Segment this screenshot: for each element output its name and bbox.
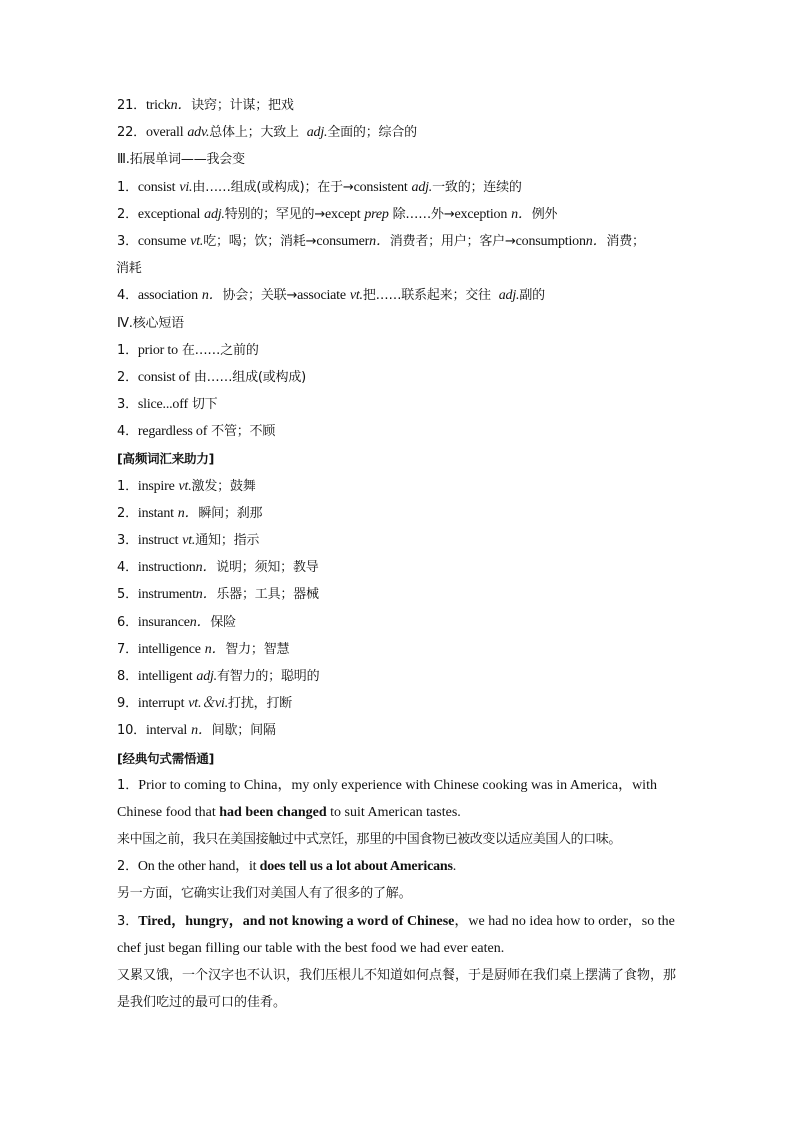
part-of-speech: n．	[191, 723, 212, 739]
part-of-speech: adj.	[306, 125, 328, 141]
section-title-high-frequency: [高频词汇来助力]	[117, 451, 215, 467]
definition: 消费；	[606, 233, 645, 249]
definition: 把……联系起来；交往	[362, 288, 491, 304]
definition: 切下	[191, 397, 218, 413]
extended-item-4	[117, 282, 687, 309]
document-page	[117, 92, 687, 1016]
part-of-speech: adj.	[498, 288, 520, 304]
definition: 智力；智慧	[225, 641, 290, 657]
item-number: 8．	[117, 668, 138, 684]
item-number: 3．	[117, 397, 138, 413]
word: except	[325, 206, 361, 222]
definition: 总体上；大致上	[209, 125, 299, 141]
definition: 由……组成(或构成)；在于	[192, 179, 343, 195]
sentence-highlight: does tell us a lot about Americans	[259, 859, 453, 875]
item-number: 4．	[117, 560, 138, 576]
part-of-speech: n．	[195, 587, 217, 603]
definition: 协会；关联	[222, 288, 287, 304]
extended-item-3	[117, 228, 687, 255]
word: consumption	[515, 233, 586, 249]
sentence-2-en	[117, 853, 687, 880]
sentence-text: to suit American tastes.	[326, 804, 461, 820]
definition: 说明；须知；教导	[216, 560, 319, 576]
word: intelligence	[137, 641, 201, 657]
definition: 瞬间；刹那	[198, 505, 263, 521]
sentence-2-zh: 另一方面，它确实让我们对美国人有了很多的了解。	[117, 886, 412, 902]
definition: 保险	[210, 614, 236, 630]
definition: 乐器；工具；器械	[216, 587, 319, 603]
extended-item-1	[117, 174, 687, 201]
phrase: regardless of	[137, 424, 208, 440]
part-of-speech: n．	[170, 98, 192, 113]
part-of-speech: adj.	[411, 179, 433, 195]
sentence-highlight: had been changed	[219, 804, 327, 820]
definition: 消费者；用户；客户	[389, 233, 505, 249]
item-number: 4．	[117, 424, 138, 440]
word: intelligent	[137, 668, 193, 684]
part-of-speech: n．	[369, 233, 390, 249]
item-number: 1．	[117, 478, 138, 494]
word: interrupt	[137, 696, 185, 712]
vocab-item-22	[117, 119, 687, 146]
word: instrument	[137, 587, 196, 603]
definition: 吃；喝；饮；消耗	[203, 233, 306, 249]
hf-item-2	[117, 500, 687, 527]
word: exception	[454, 206, 508, 222]
phrase-item-2	[117, 364, 687, 391]
phrase: consist of	[137, 369, 190, 385]
sentence-1-en	[117, 772, 687, 826]
definition: 间歇；间隔	[211, 723, 276, 739]
definition: 诀窍；计谋；把戏	[191, 98, 294, 113]
definition: 不管；不顾	[211, 424, 276, 440]
definition: 有智力的；聪明的	[216, 668, 320, 684]
item-number: 1．	[117, 777, 139, 793]
part-of-speech: vt.＆vi.	[188, 696, 229, 712]
item-number: 3．	[117, 533, 138, 548]
word: instant	[137, 505, 174, 521]
part-of-speech: n．	[511, 206, 532, 222]
part-of-speech: vi.	[179, 179, 193, 195]
arrow-icon: →	[305, 233, 317, 249]
phrase-item-1	[117, 337, 687, 364]
phrase-item-3	[117, 391, 687, 418]
vocab-item-21	[117, 92, 687, 119]
definition: 激发；鼓舞	[191, 478, 256, 494]
definition: 例外	[531, 206, 558, 222]
item-number: 2．	[117, 206, 138, 222]
word: trick	[145, 98, 171, 113]
sentence-highlight: Tired，hungry，and not knowing a word of Chinese	[138, 913, 455, 929]
item-number: 3．	[117, 913, 139, 929]
sentence-text: ，we had no idea how to order，so the chef just began filling our table with the best food we had ever eaten.	[117, 913, 675, 956]
item-number: 1．	[117, 179, 138, 195]
item-number: 6．	[117, 614, 138, 630]
section-title-core-phrases: Ⅳ.核心短语	[117, 315, 184, 331]
part-of-speech: adj.	[204, 206, 225, 222]
sentence-text: Prior to coming to China，my only experience with Chinese cooking was in America，with Chinese food that	[117, 777, 657, 820]
word: insurance	[137, 614, 190, 630]
hf-item-8	[117, 663, 687, 690]
part-of-speech: n．	[585, 233, 607, 249]
word: consistent	[353, 179, 408, 195]
word: overall	[145, 125, 184, 141]
definition: 除……外	[392, 206, 444, 222]
word: consist	[137, 179, 176, 195]
hf-item-4	[117, 554, 687, 581]
word: consumer	[316, 233, 370, 249]
extended-item-2	[117, 201, 687, 228]
phrase: slice...off	[137, 397, 188, 413]
word: instruct	[137, 533, 179, 548]
part-of-speech: vt.	[182, 533, 196, 548]
item-number: 10．	[117, 723, 146, 739]
part-of-speech: vt.	[178, 478, 192, 494]
part-of-speech: prep	[364, 206, 389, 222]
item-number: 5．	[117, 587, 138, 603]
section-title-extended-words: Ⅲ.拓展单词——我会变	[117, 152, 245, 168]
extended-item-3-continued: 消耗	[116, 261, 142, 277]
item-number: 22．	[117, 125, 146, 141]
part-of-speech: vt.	[349, 288, 363, 304]
hf-item-6	[117, 609, 687, 636]
part-of-speech: vt.	[190, 233, 204, 249]
hf-item-7	[117, 636, 687, 663]
word: inspire	[137, 478, 175, 494]
word: association	[137, 288, 198, 304]
part-of-speech: n．	[204, 641, 226, 657]
hf-item-9	[117, 690, 687, 717]
item-number: 3．	[117, 233, 138, 249]
part-of-speech: n．	[201, 288, 223, 304]
definition: 副的	[519, 288, 545, 304]
hf-item-3	[117, 527, 687, 554]
sentence-3-en	[117, 908, 687, 962]
section-title-classic-sentences: [经典句式需悟通]	[117, 750, 215, 766]
definition: 全面的；综合的	[327, 125, 417, 141]
item-number: 9．	[117, 696, 138, 712]
arrow-icon: →	[342, 179, 354, 195]
definition: 特别的；罕见的	[224, 206, 315, 222]
definition: 由……组成(或构成)	[193, 369, 307, 385]
item-number: 7．	[117, 641, 138, 657]
item-number: 2．	[117, 369, 138, 385]
word: exceptional	[137, 206, 201, 222]
sentence-3-zh: 又累又饿，一个汉字也不认识，我们压根儿不知道如何点餐，于是厨师在我们桌上摆满了食物，那是我们吃过的最可口的佳肴。	[117, 968, 677, 1011]
part-of-speech: adj.	[196, 668, 217, 684]
word: consume	[137, 233, 187, 249]
arrow-icon: →	[443, 206, 455, 222]
definition: 一致的；连续的	[432, 179, 522, 195]
definition: 通知；指示	[195, 533, 260, 548]
arrow-icon: →	[314, 206, 326, 222]
sentence-text: .	[452, 859, 457, 875]
sentence-text: On the other hand，it	[137, 859, 260, 875]
part-of-speech: adv.	[187, 125, 210, 141]
part-of-speech: n．	[195, 560, 217, 576]
arrow-icon: →	[286, 288, 298, 304]
item-number: 21．	[117, 98, 146, 113]
part-of-speech: n．	[189, 614, 211, 630]
item-number: 4．	[117, 288, 138, 304]
hf-item-1	[117, 473, 687, 500]
word: associate	[297, 288, 346, 304]
item-number: 1．	[117, 342, 138, 358]
hf-item-10	[117, 717, 687, 744]
word: interval	[145, 723, 188, 739]
hf-item-5	[117, 581, 687, 608]
part-of-speech: n．	[177, 505, 199, 521]
definition: 在……之前的	[181, 342, 259, 358]
phrase: prior to	[137, 342, 178, 358]
arrow-icon: →	[504, 233, 516, 249]
sentence-1-zh: 来中国之前，我只在美国接触过中式烹饪，那里的中国食物已被改变以适应美国人的口味。	[117, 832, 622, 848]
item-number: 2．	[117, 859, 138, 875]
word: instruction	[137, 560, 196, 576]
phrase-item-4	[117, 418, 687, 445]
item-number: 2．	[117, 505, 138, 521]
definition: 打扰，打断	[228, 696, 293, 712]
